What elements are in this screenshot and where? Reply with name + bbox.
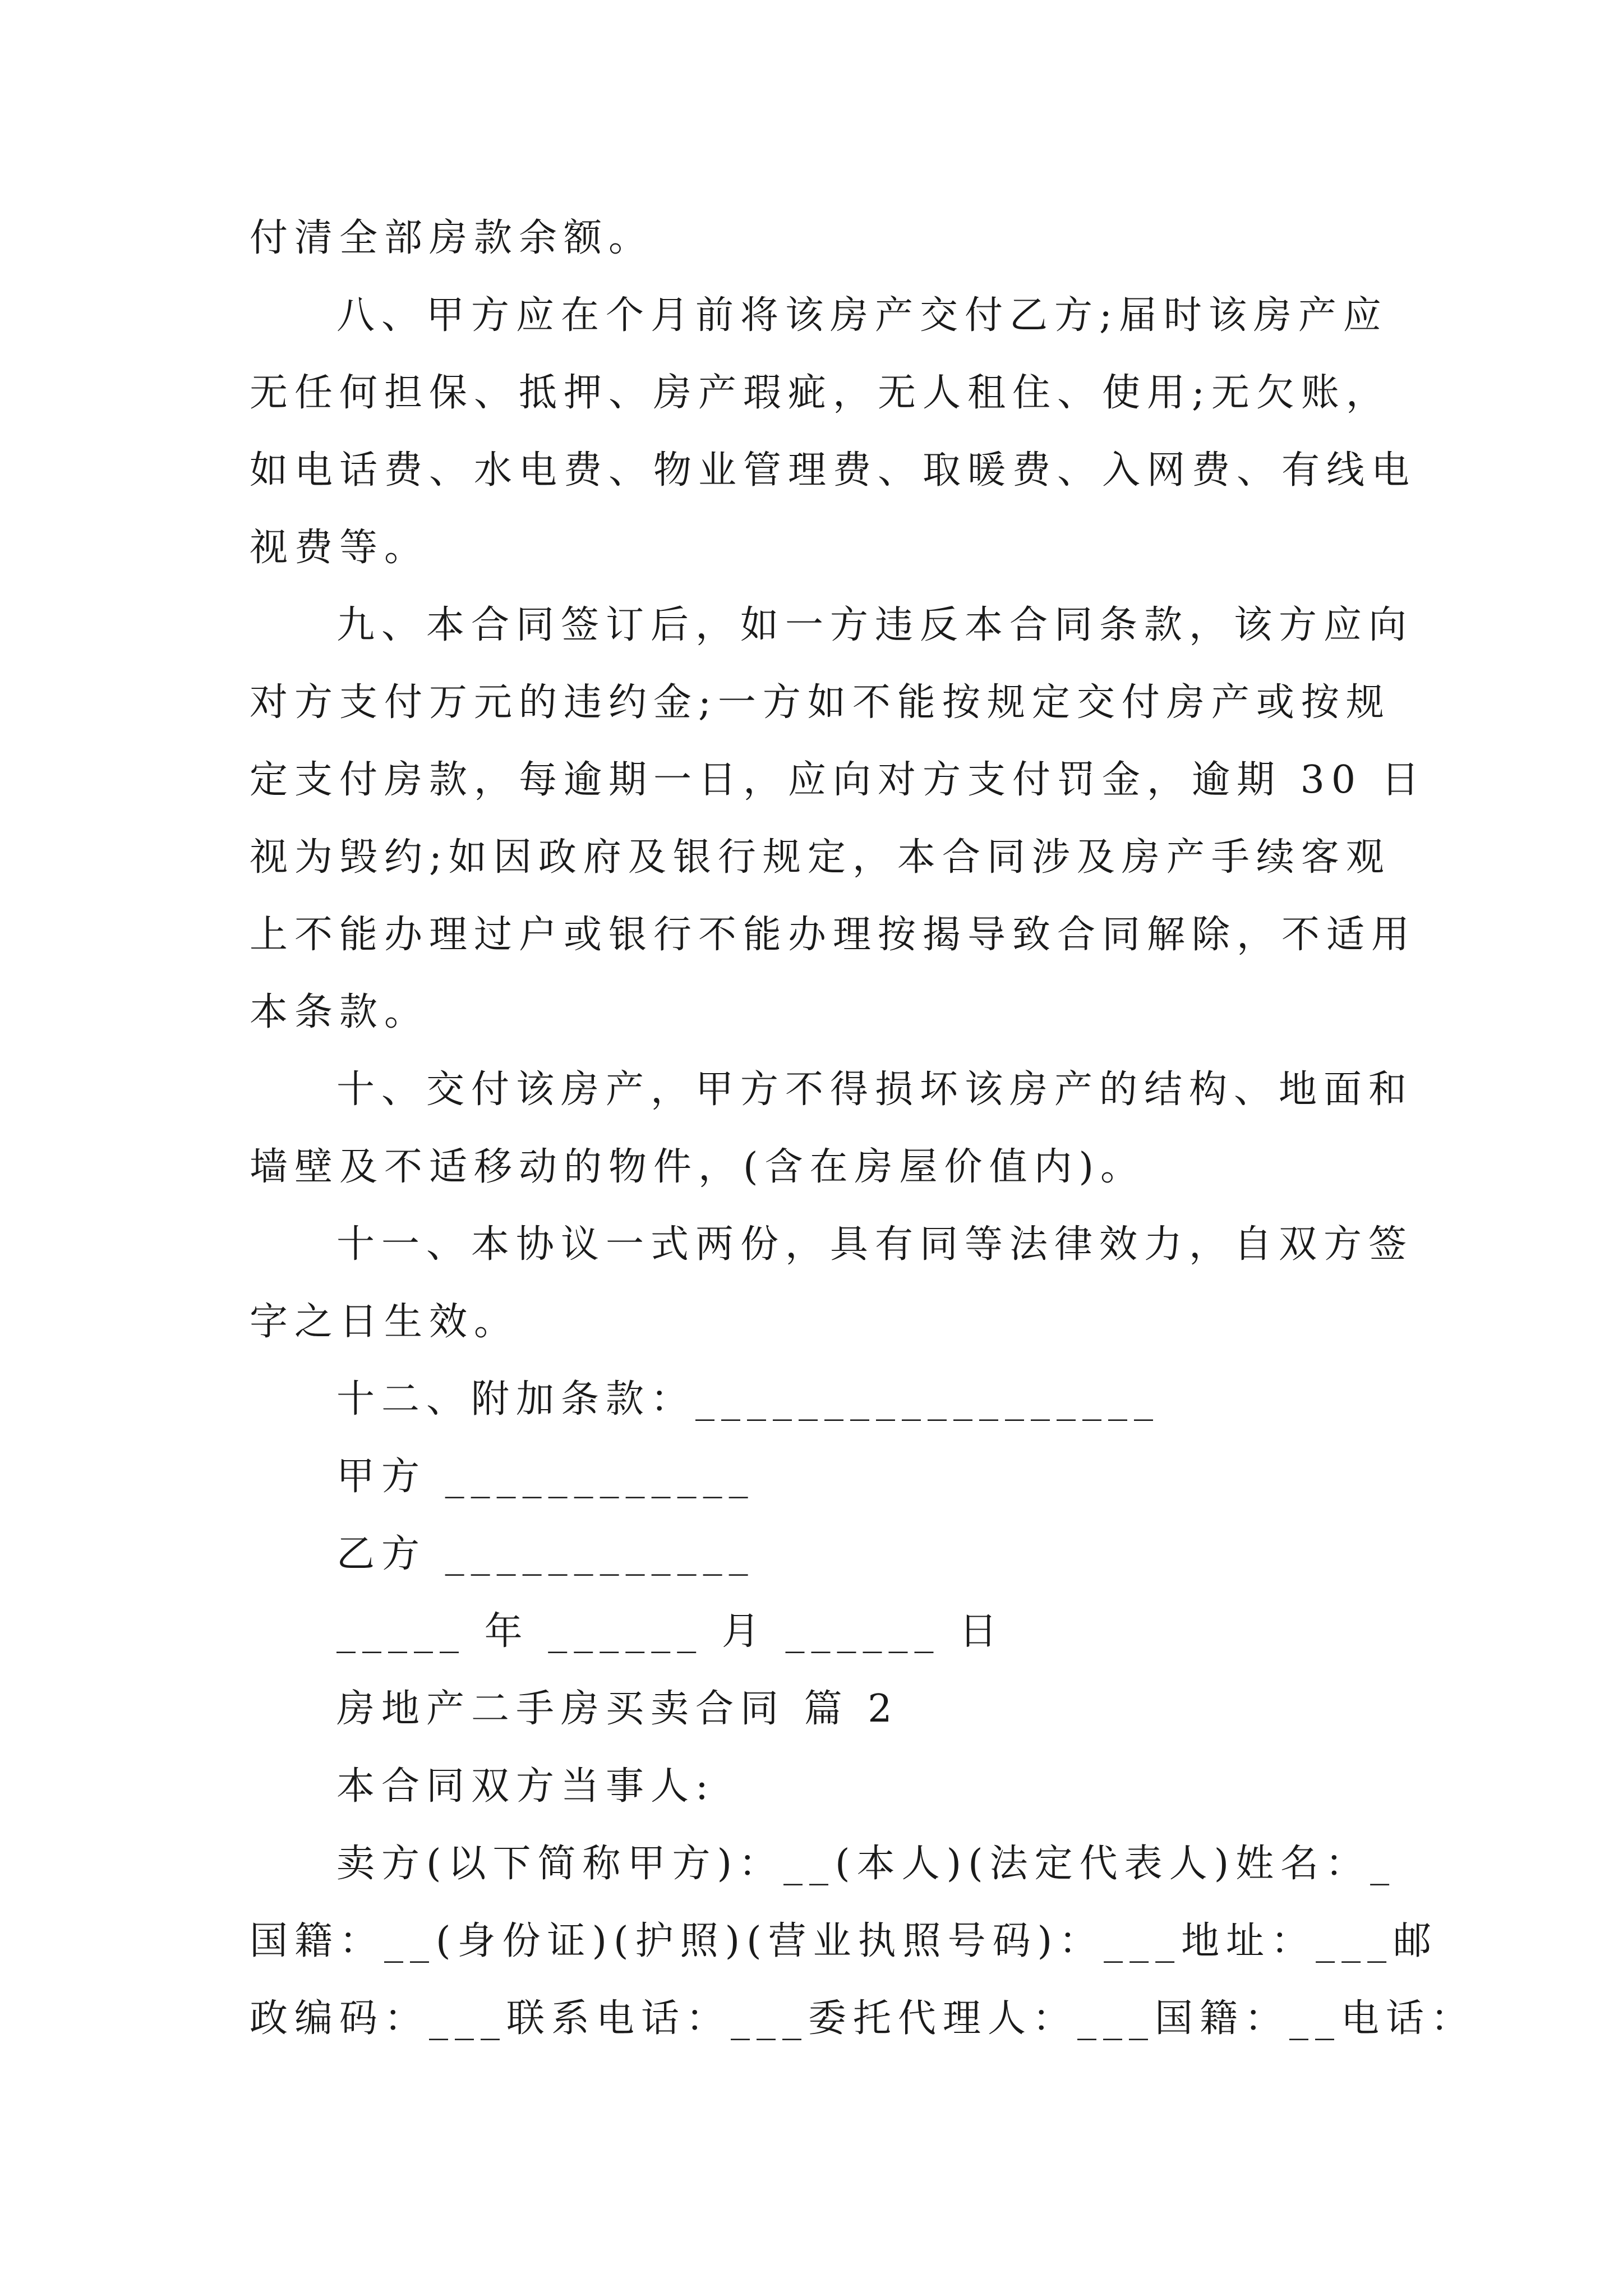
seller-line-2: 国籍：__(身份证)(护照)(营业执照号码)：___地址：___邮 bbox=[250, 1919, 1438, 1963]
clause-11-line-1: 十一、本协议一式两份，具有同等法律效力，自双方签 bbox=[336, 1222, 1414, 1267]
text-line: 上不能办理过户或银行不能办理按揭导致合同解除，不适用 bbox=[250, 913, 1417, 957]
text-line: 如电话费、水电费、物业管理费、取暖费、入网费、有线电 bbox=[250, 448, 1417, 493]
text-line: 本条款。 bbox=[250, 990, 430, 1034]
text-line: 字之日生效。 bbox=[250, 1300, 519, 1344]
date-line: _____ 年 ______ 月 ______ 日 bbox=[336, 1609, 1004, 1654]
text-line: 无任何担保、抵押、房产瑕疵，无人租住、使用;无欠账， bbox=[250, 371, 1391, 415]
text-line: 视为毁约;如因政府及银行规定，本合同涉及房产手续客观 bbox=[250, 835, 1391, 880]
text-line: 付清全部房款余额。 bbox=[250, 216, 654, 260]
section-heading: 房地产二手房买卖合同 篇 2 bbox=[336, 1687, 899, 1731]
parties-intro: 本合同双方当事人: bbox=[336, 1764, 715, 1809]
party-b-signature-line: 乙方 ____________ bbox=[336, 1532, 755, 1576]
clause-10-line-1: 十、交付该房产，甲方不得损坏该房产的结构、地面和 bbox=[336, 1068, 1414, 1112]
text-line: 对方支付万元的违约金;一方如不能按规定交付房产或按规 bbox=[250, 680, 1391, 725]
text-line: 墙壁及不适移动的物件，(含在房屋价值内)。 bbox=[250, 1145, 1146, 1189]
clause-8-line-1: 八、甲方应在个月前将该房产交付乙方;届时该房产应 bbox=[336, 293, 1388, 338]
clause-12-additional-terms: 十二、附加条款：__________________ bbox=[336, 1377, 1160, 1421]
text-line: 定支付房款，每逾期一日，应向对方支付罚金，逾期 30 日 bbox=[250, 758, 1426, 802]
party-a-signature-line: 甲方 ____________ bbox=[336, 1455, 755, 1499]
clause-9-line-1: 九、本合同签订后，如一方违反本合同条款，该方应向 bbox=[336, 603, 1414, 647]
seller-line-1: 卖方(以下简称甲方)：__(本人)(法定代表人)姓名：_ bbox=[336, 1842, 1396, 1886]
seller-line-3: 政编码：___联系电话：___委托代理人：___国籍：__电话： bbox=[250, 1996, 1476, 2041]
text-line: 视费等。 bbox=[250, 526, 430, 570]
